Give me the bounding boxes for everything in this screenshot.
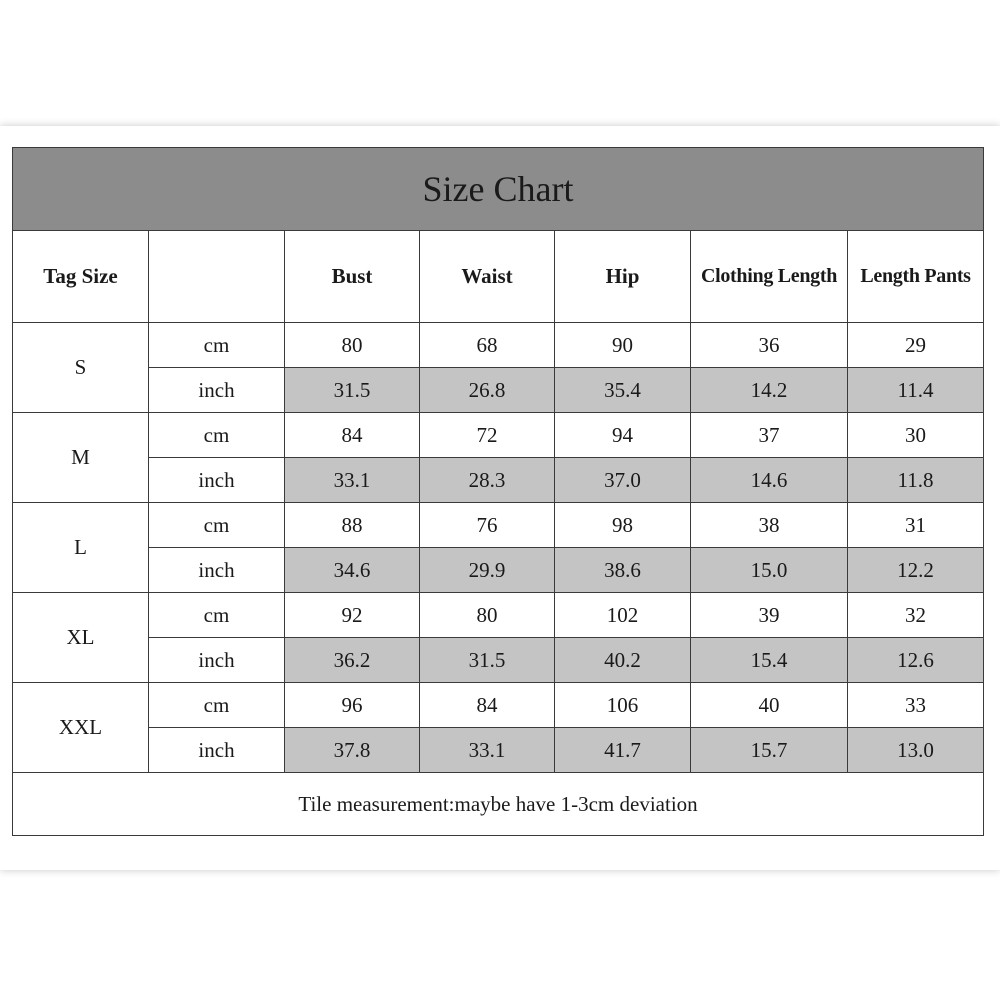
waist-value: 29.9 [420, 548, 555, 593]
header-bust: Bust [285, 231, 420, 323]
table-row [13, 458, 984, 503]
table-row [13, 593, 984, 638]
length-pants-value: 12.6 [848, 638, 984, 683]
clothing-length-value: 40 [691, 683, 848, 728]
waist-value: 68 [420, 323, 555, 368]
tag-size-cell: M [13, 413, 149, 503]
waist-value: 76 [420, 503, 555, 548]
hip-value: 102 [555, 593, 691, 638]
table-row [13, 548, 984, 593]
waist-value: 33.1 [420, 728, 555, 773]
unit-cell: cm [149, 683, 285, 728]
hip-value: 40.2 [555, 638, 691, 683]
clothing-length-value: 36 [691, 323, 848, 368]
waist-value: 31.5 [420, 638, 555, 683]
header-hip: Hip [555, 231, 691, 323]
header-row [13, 231, 984, 323]
waist-value: 72 [420, 413, 555, 458]
tag-size-cell: S [13, 323, 149, 413]
clothing-length-value: 38 [691, 503, 848, 548]
hip-value: 38.6 [555, 548, 691, 593]
table-row [13, 638, 984, 683]
length-pants-value: 30 [848, 413, 984, 458]
length-pants-value: 29 [848, 323, 984, 368]
unit-cell: cm [149, 503, 285, 548]
header-tag-size: Tag Size [13, 231, 149, 323]
unit-cell: inch [149, 368, 285, 413]
bust-value: 33.1 [285, 458, 420, 503]
header-waist: Waist [420, 231, 555, 323]
header-unit [149, 231, 285, 323]
bust-value: 37.8 [285, 728, 420, 773]
bust-value: 96 [285, 683, 420, 728]
unit-cell: cm [149, 323, 285, 368]
bust-value: 36.2 [285, 638, 420, 683]
hip-value: 98 [555, 503, 691, 548]
bust-value: 92 [285, 593, 420, 638]
tag-size-cell: XXL [13, 683, 149, 773]
hip-value: 90 [555, 323, 691, 368]
waist-value: 28.3 [420, 458, 555, 503]
length-pants-value: 33 [848, 683, 984, 728]
hip-value: 41.7 [555, 728, 691, 773]
unit-cell: cm [149, 593, 285, 638]
header-length-pants: Length Pants [848, 231, 984, 323]
table-row [13, 728, 984, 773]
hip-value: 37.0 [555, 458, 691, 503]
tag-size-cell: L [13, 503, 149, 593]
unit-cell: inch [149, 638, 285, 683]
length-pants-value: 32 [848, 593, 984, 638]
tag-size-cell: XL [13, 593, 149, 683]
header-clothing-length: Clothing Length [691, 231, 848, 323]
bust-value: 88 [285, 503, 420, 548]
waist-value: 80 [420, 593, 555, 638]
clothing-length-value: 15.0 [691, 548, 848, 593]
bust-value: 84 [285, 413, 420, 458]
bust-value: 80 [285, 323, 420, 368]
bust-value: 31.5 [285, 368, 420, 413]
measurement-note: Tile measurement:maybe have 1-3cm deviation [13, 773, 984, 836]
hip-value: 94 [555, 413, 691, 458]
bust-value: 34.6 [285, 548, 420, 593]
unit-cell: inch [149, 728, 285, 773]
unit-cell: cm [149, 413, 285, 458]
table-row [13, 413, 984, 458]
waist-value: 84 [420, 683, 555, 728]
length-pants-value: 12.2 [848, 548, 984, 593]
table-row [13, 323, 984, 368]
length-pants-value: 11.4 [848, 368, 984, 413]
unit-cell: inch [149, 458, 285, 503]
chart-title: Size Chart [13, 148, 984, 231]
size-chart-table [12, 147, 984, 836]
clothing-length-value: 15.4 [691, 638, 848, 683]
hip-value: 106 [555, 683, 691, 728]
clothing-length-value: 14.6 [691, 458, 848, 503]
unit-cell: inch [149, 548, 285, 593]
length-pants-value: 11.8 [848, 458, 984, 503]
clothing-length-value: 15.7 [691, 728, 848, 773]
table-row [13, 683, 984, 728]
waist-value: 26.8 [420, 368, 555, 413]
table-row [13, 503, 984, 548]
hip-value: 35.4 [555, 368, 691, 413]
clothing-length-value: 39 [691, 593, 848, 638]
length-pants-value: 31 [848, 503, 984, 548]
table-row [13, 368, 984, 413]
clothing-length-value: 37 [691, 413, 848, 458]
length-pants-value: 13.0 [848, 728, 984, 773]
clothing-length-value: 14.2 [691, 368, 848, 413]
